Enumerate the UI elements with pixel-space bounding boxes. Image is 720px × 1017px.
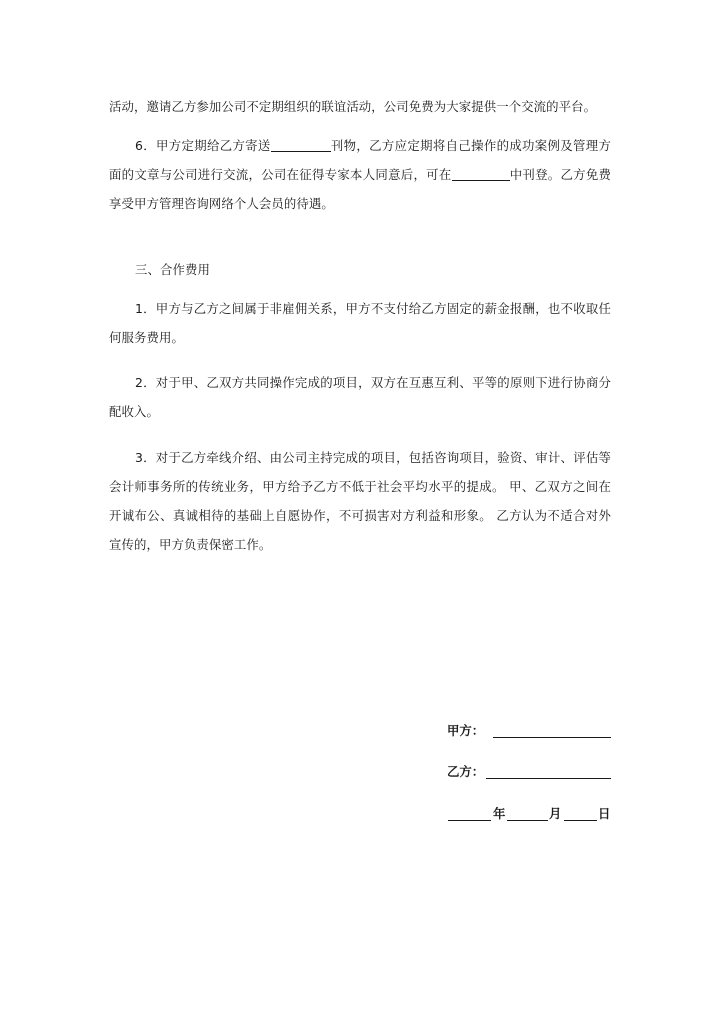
year-label: 年 — [493, 806, 506, 821]
paragraph-fee-item-1: 1．甲方与乙方之间属于非雇佣关系，甲方不支付给乙方固定的薪金报酬，也不收取任何服务费用。 — [109, 301, 611, 345]
party-b-label: 乙方： — [447, 764, 485, 779]
day-label: 日 — [598, 806, 611, 821]
section-heading-cooperation-fees: 三、合作费用 — [135, 262, 210, 277]
item6-text-part3: 中刊登。乙方免费享受甲方管理咨询网络个人会员的待遇。 — [109, 167, 611, 211]
party-a-label: 甲方： — [447, 723, 485, 738]
paragraph-item-6 — [109, 131, 611, 218]
paragraph-fee-item-3: 3．对于乙方牵线介绍、由公司主持完成的项目，包括咨询项目，验资、审计、评估等会计师事务所的传统业务，甲方给予乙方不低于社会平均水平的提成。 甲、乙双方之间在开诚布公、真诚相待的基础上自愿协作，不可损害对方利益和形象。 乙方认为不适合对外宣传的，甲方负责保密工作。 — [109, 450, 611, 552]
party-a-signature-line[interactable] — [493, 737, 611, 738]
publication-name-blank[interactable] — [271, 137, 331, 152]
month-blank[interactable] — [507, 820, 548, 821]
day-blank[interactable] — [564, 820, 597, 821]
paragraph-continuation: 活动，邀请乙方参加公司不定期组织的联谊活动，公司免费为大家提供一个交流的平台。 — [109, 99, 597, 114]
publication-venue-blank[interactable] — [452, 166, 510, 181]
paragraph-fee-item-2: 2．对于甲、乙双方共同操作完成的项目，双方在互惠互利、平等的原则下进行协商分配收入。 — [109, 375, 611, 419]
item6-text-part2: 刊物，乙方应定期将自己操作的成功案例及管理方面的文章与公司进行交流，公司在征得专家本人同意后，可在 — [109, 138, 612, 182]
year-blank[interactable] — [448, 820, 491, 821]
party-b-signature-line[interactable] — [486, 778, 611, 779]
month-label: 月 — [549, 806, 562, 821]
item6-text-part1: 6．甲方定期给乙方寄送 — [135, 138, 271, 153]
